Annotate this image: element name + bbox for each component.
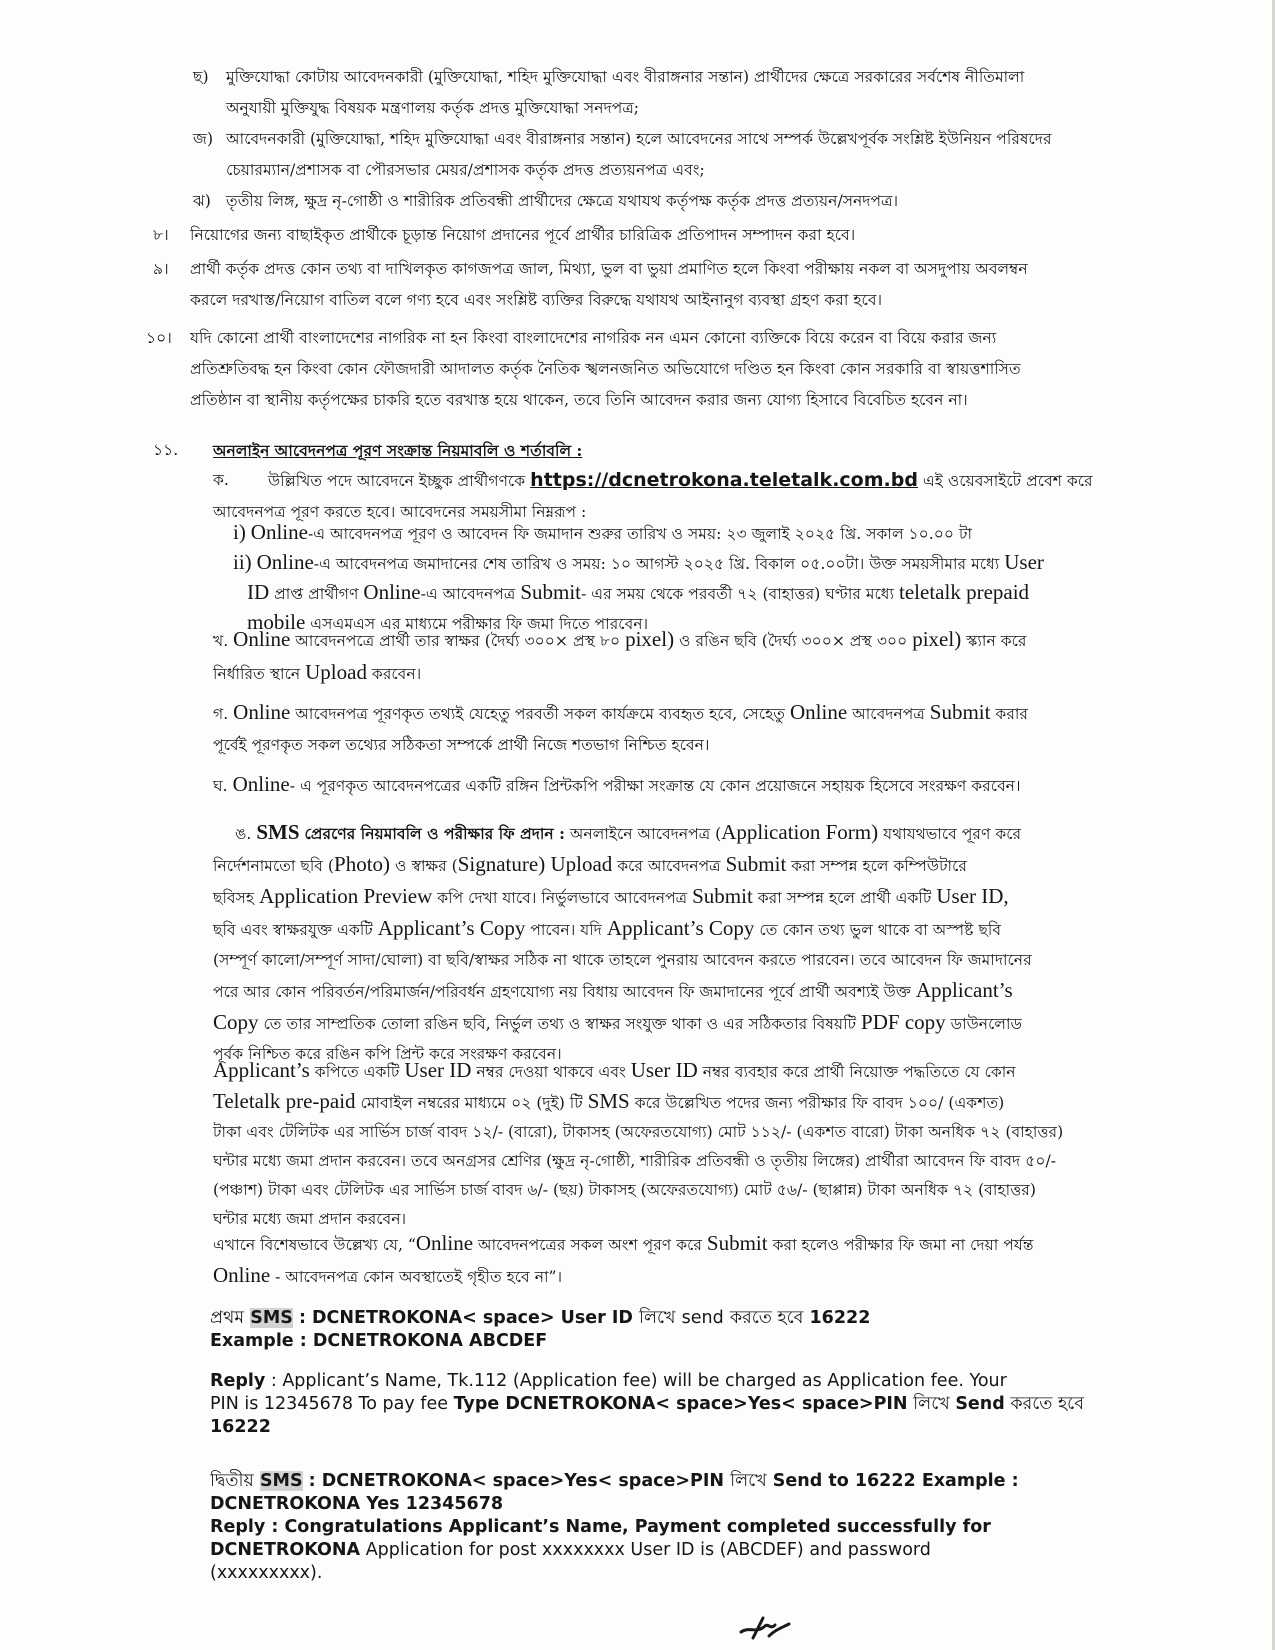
clause-ga-text: গ. Online আবেদনপত্র পূরণকৃত তথ্যই যেহেতু পরবর্তী সকল কার্যক্রমে ব্যবহৃত হবে, সেহেতু Online আবেদনপত্র Submit করার পূর্বেই পূরণকৃত সকল তথ্যের সঠিকতা সম্পর্কে প্রার্থী নিজে শতভাগ নিশ্চিত হবেন। xyxy=(213,700,1029,754)
fee-paragraph: Applicant’s কপিতে একটি User ID নম্বর দেওয়া থাকবে এবং User ID নম্বর ব্যবহার করে প্রার্থী নিয়োক্ত পদ্ধতিতে যে কোন Teletalk pre-paid মোবাইল নম্বরের মাধ্যমে ০২ (দুই) টি SMS করে উল্লেখিত পদের জন্য পরীক্ষার ফি বাবদ ১০০/ (একশত) টাকা এবং টেলিটক এর সার্ভিস চার্জ বাবদ ১২/- (বারো), টাকাসহ (অফেরতযোগ্য) মোট ১১২/- (একশত বারো) টাকা অনধিক ৭২ (বাহাত্তর) ঘন্টার মধ্যে জমা প্রদান করবেন। তবে অনগ্রসর শ্রেণির (ক্ষুদ্র নৃ-গোষ্ঠী, শারীরিক প্রতিবন্ধী ও তৃতীয় লিঙ্গের) প্রার্থীরা আবেদন ফি বাবদ ৫০/- (পঞ্চাশ) টাকা এবং টেলিটক এর সার্ভিস চার্জ বাবদ ৬/- (ছয়) টাকাসহ (অফেরতযোগ্য) মোট ৫৬/- (ছাপ্পান্ন) টাকা অনধিক ৭২ (বাহাত্তর) ঘন্টার মধ্যে জমা প্রদান করবেন। xyxy=(213,1058,1064,1228)
section-9-text: প্রার্থী কর্তৃক প্রদত্ত কোন তথ্য বা দাখিলকৃত কাগজপত্র জাল, মিথ্যা, ভুল বা ভুয়া প্রমাণিত হলে কিংবা পরীক্ষায় নকল বা অসদুপায় অবলম্বন করলে দরখাস্ত/নিয়োগ বাতিল বলে গণ্য হবে এবং সংশ্লিষ্ট ব্যক্তির বিরুদ্ধে যথাযথ আইনানুগ ব্যবস্থা গ্রহণ করা হবে। xyxy=(190,260,1028,309)
clause-jha-text: তৃতীয় লিঙ্গ, ক্ষুদ্র নৃ-গোষ্ঠী ও শারীরিক প্রতিবন্ধী প্রার্থীদের ক্ষেত্রে যথাযথ কর্তৃপক্ষ কর্তৃক প্রদত্ত প্রত্যয়ন/সনদপত্র। xyxy=(226,192,899,210)
sms-second-block: দ্বিতীয় SMS : DCNETROKONA< space>Yes< space>PIN লিখে Send to 16222 Example : DCNETROKONA Yes 12345678 xyxy=(210,1471,1019,1514)
clause-cha-marker: ছ) xyxy=(193,68,209,86)
sms-first-block: প্রথম SMS : DCNETROKONA< space> User ID লিখে send করতে হবে 16222 Example : DCNETROKONA ABCDEF xyxy=(210,1308,871,1351)
clause-nga-text: ঙ. SMS প্রেরণের নিয়মাবলি ও পরীক্ষার ফি প্রদান : অনলাইনে আবেদনপত্র (Application Form) যথাযথভাবে পূরণ করে নির্দেশনামতো ছবি (Photo) ও স্বাক্ষর (Signature) Upload করে আবেদনপত্র Submit করা সম্পন্ন হলে কম্পিউটারে ছবিসহ Application Preview কপি দেখা যাবে। নির্ভুলভাবে আবেদনপত্র Submit করা সম্পন্ন হলে প্রার্থী একটি User ID, ছবি এবং স্বাক্ষরযুক্ত একটি Applicant’s Copy পাবেন। যদি Applicant’s Copy তে কোন তথ্য ভুল থাকে বা অস্পষ্ট ছবি (সম্পূর্ণ কালো/সম্পূর্ণ সাদা/ঘোলা) বা ছবি/স্বাক্ষর সঠিক না থাকে তাহলে পুনরায় আবেদন করতে পারবেন। তবে আবেদন ফি জমাদানের পরে আর কোন পরিবর্তন/পরিমার্জন/পরিবর্ধন গ্রহণযোগ্য নয় বিধায় আবেদন ফি জমাদানের পূর্বে প্রার্থী অবশ্যই উক্ত Applicant’s Copy তে তার সাম্প্রতিক তোলা রঙিন ছবি, নির্ভুল তথ্য ও স্বাক্ষর সংযুক্ত থাকা ও এর সঠিকতার বিষয়টি PDF copy ডাউনলোড পূর্বক নিশ্চিত করে রঙিন কপি প্রিন্ট করে সংরক্ষণ করবেন। xyxy=(213,820,1032,1063)
note-paragraph: এখানে বিশেষভাবে উল্লেখ্য যে, “Online আবেদনপত্রের সকল অংশ পূরণ করে Submit করা হলেও পরীক্ষার ফি জমা না দেয়া পর্যন্ত Online - আবেদনপত্র কোন অবস্থাতেই গৃহীত হবে না”। xyxy=(213,1231,1034,1287)
section-10-text: যদি কোনো প্রার্থী বাংলাদেশের নাগরিক না হন কিংবা বাংলাদেশের নাগরিক নন এমন কোনো ব্যক্তিকে বিয়ে করেন বা বিয়ে করার জন্য প্রতিশ্রুতিবদ্ধ হন কিংবা কোন ফৌজদারী আদালত কর্তৃক নৈতিক স্খলনজনিত অভিযোগে দণ্ডিত হন কিংবা কোন সরকারি বা স্বায়ত্তশাসিত প্রতিষ্ঠান বা স্থানীয় কর্তৃপক্ষের চাকরি হতে বরখাস্ত হয়ে থাকেন, তবে তিনি আবেদন করার জন্য যোগ্য হিসাবে বিবেচিত হবেন না। xyxy=(190,329,1021,409)
clause-ka-marker: ক. xyxy=(213,471,229,489)
section-8-text: নিয়োগের জন্য বাছাইকৃত প্রার্থীকে চূড়ান্ত নিয়োগ প্রদানের পূর্বে প্রার্থীর চারিত্রিক প্রতিপাদন সম্পাদন করা হবে। xyxy=(190,226,856,244)
clause-ka-text: উল্লিখিত পদে আবেদনে ইচ্ছুক প্রার্থীগণকে https://dcnetrokona.teletalk.com.bd এই ওয়েবসাইটে প্রবেশ করে আবেদনপত্র পূরণ করতে হবে। আবেদনের সময়সীমা নিম্নরূপ : xyxy=(213,469,1093,521)
clause-jha-marker: ঝ) xyxy=(193,192,211,210)
sms-second-reply: Reply : Congratulations Applicant’s Name, Payment completed successfully for DCNETROKONA Application for post xxxxxxxx User ID is (ABCDEF) and password (xxxxxxxxx). xyxy=(210,1517,991,1583)
section-10-marker: ১০। xyxy=(146,329,172,347)
clause-kha-text: খ. Online আবেদনপত্রে প্রার্থী তার স্বাক্ষর (দৈর্ঘ্য ৩০০× প্রস্থ ৮০ pixel) ও রঙিন ছবি (দৈর্ঘ্য ৩০০× প্রস্থ ৩০০ pixel) স্ক্যান করে নির্ধারিত স্থানে Upload করবেন। xyxy=(213,627,1027,684)
schedule-item-start: i) Online-এ আবেদনপত্র পূরণ ও আবেদন ফি জমাদান শুরুর তারিখ ও সময়: ২৩ জুলাই ২০২৫ খ্রি. সকাল ১০.০০ টা xyxy=(233,520,972,544)
clause-ja-marker: জ) xyxy=(193,130,214,148)
section-9-marker: ৯। xyxy=(153,260,169,278)
schedule-list: i) Online-এ আবেদনপত্র পূরণ ও আবেদন ফি জমাদান শুরুর তারিখ ও সময়: ২৩ জুলাই ২০২৫ খ্রি. সকাল ১০.০০ টা ii) Online-এ আবেদনপত্র জমাদানের শেষ তারিখ ও সময়: ১০ আগস্ট ২০২৫ খ্রি. বিকাল ০৫.০০টা। উক্ত সময়সীমার মধ্যে User ID প্রাপ্ত প্রার্থীগণ Online-এ আবেদনপত্র Submit- এর সময় থেকে পরবর্তী ৭২ (বাহাত্তর) ঘণ্টার মধ্যে teletalk prepaid mobile এসএমএস এর মাধ্যমে পরীক্ষার ফি জমা দিতে পারবেন। xyxy=(233,520,1044,634)
section-11-marker: ১১. xyxy=(153,441,179,459)
clause-ja-text: আবেদনকারী (মুক্তিযোদ্ধা, শহিদ মুক্তিযোদ্ধা এবং বীরাঙ্গনার সন্তান) হলে আবেদনের সাথে সম্পর্ক উল্লেখপূর্বক সংশ্লিষ্ট ইউনিয়ন পরিষদের চেয়ারম্যান/প্রশাসক বা পৌরসভার মেয়র/প্রশাসক কর্তৃক প্রদত্ত প্রত্যয়নপত্র এবং; xyxy=(226,130,1052,179)
signature-initial-icon xyxy=(735,1608,795,1648)
schedule-item-end: ii) Online-এ আবেদনপত্র জমাদানের শেষ তারিখ ও সময়: ১০ আগস্ট ২০২৫ খ্রি. বিকাল ০৫.০০টা। উক্ত সময়সীমার মধ্যে User xyxy=(233,550,1044,574)
clause-gha-text: ঘ. Online- এ পূরণকৃত আবেদনপত্রের একটি রঙ্গিন প্রিন্টকপি পরীক্ষা সংক্রান্ত যে কোন প্রয়োজনে সহায়ক হিসেবে সংরক্ষণ করবেন। xyxy=(213,772,1021,796)
website-link[interactable]: https://dcnetrokona.teletalk.com.bd xyxy=(530,469,918,491)
clause-cha-text: মুক্তিযোদ্ধা কোটায় আবেদনকারী (মুক্তিযোদ্ধা, শহিদ মুক্তিযোদ্ধা এবং বীরাঙ্গনার সন্তান) প্রার্থীদের ক্ষেত্রে সরকারের সর্বশেষ নীতিমালা অনুযায়ী মুক্তিযুদ্ধ বিষয়ক মন্ত্রণালয় কর্তৃক প্রদত্ত মুক্তিযোদ্ধা সনদপত্র; xyxy=(226,68,1025,117)
section-8-marker: ৮। xyxy=(153,226,169,244)
section-11-heading: অনলাইন আবেদনপত্র পূরণ সংক্রান্ত নিয়মাবলি ও শর্তাবলি : xyxy=(213,441,583,460)
sms-first-reply: Reply : Applicant’s Name, Tk.112 (Application fee) will be charged as Application fee. Your PIN is 12345678 To pay fee Type DCNETROKONA< space>Yes< space>PIN লিখে Send করতে হবে 16222 xyxy=(210,1371,1084,1437)
